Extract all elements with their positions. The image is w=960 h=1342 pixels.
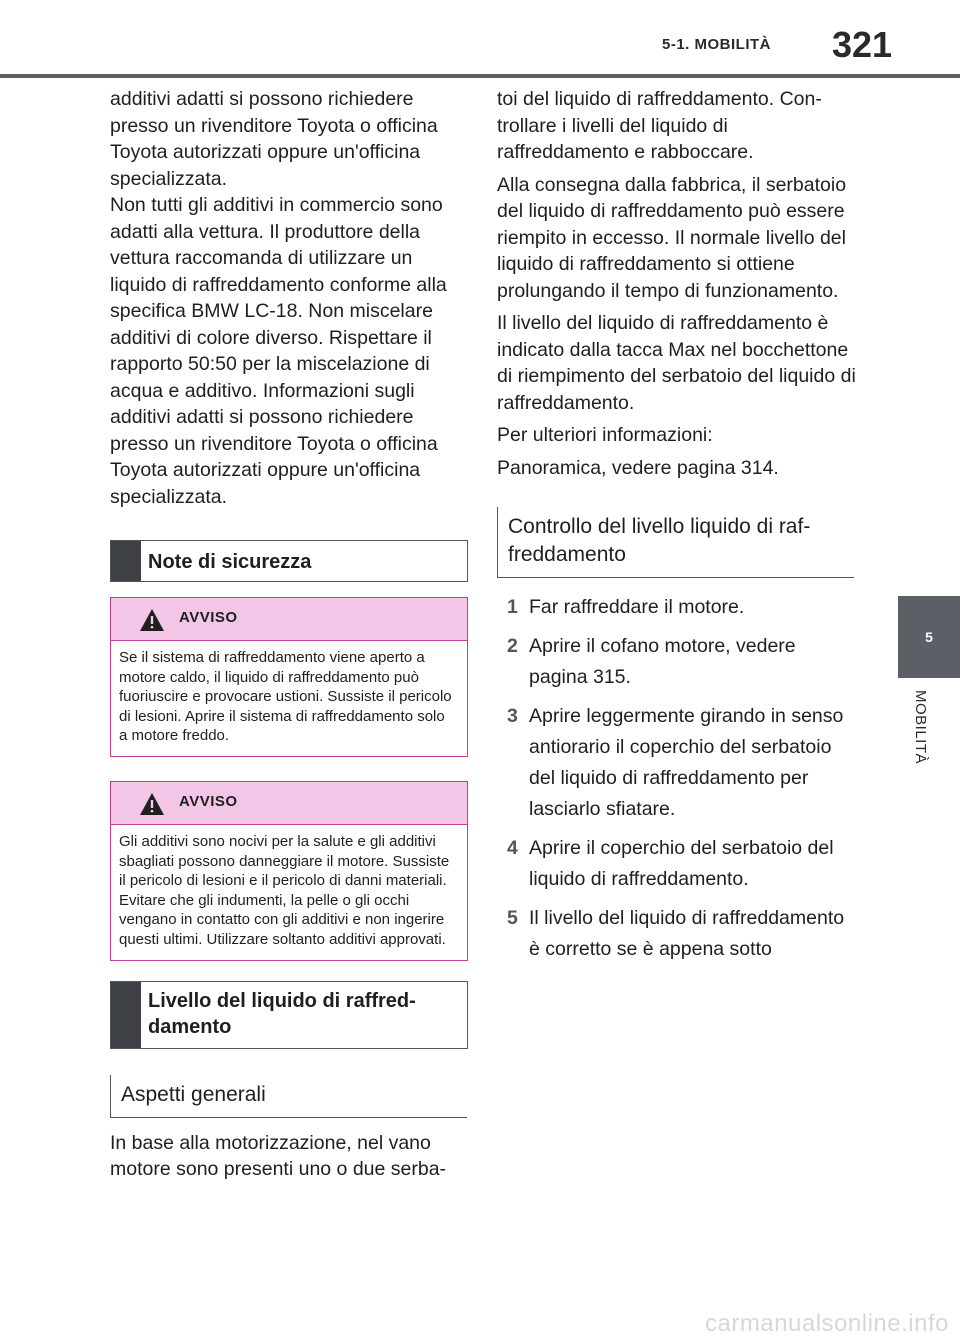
step-text: Il livello del liquido di raffreddamento è corretto se è appena sotto: [529, 907, 845, 960]
watermark: carmanualsonline.info: [705, 1310, 949, 1337]
step-number: 3: [507, 705, 518, 727]
step-item: [497, 903, 857, 965]
section-bar: [111, 982, 141, 1048]
more-info-paragraph: Per ulteriori informazioni:: [497, 424, 713, 446]
step-item: [497, 592, 857, 623]
warning-triangle-icon: [139, 608, 165, 632]
step-item: [497, 631, 857, 693]
reservoir-paragraph: toi del liquido di raffreddamento. Controllare i livelli del liquido di raffreddamento e rabboccare.: [497, 88, 822, 163]
factory-fill-paragraph: Alla consegna dalla fabbrica, il serbatoio del liquido di raffreddamento può essere riempito in eccesso. Il normale livello del liquido di raffreddamento si ottiene prolungando il tempo di funzionamento.: [497, 173, 847, 302]
step-text: Aprire il coperchio del serbatoio del liquido di raffreddamento.: [529, 837, 834, 890]
right-column: [497, 86, 857, 973]
overview-reference: Panoramica, vedere pagina 314.: [497, 456, 779, 479]
step-text: Far raffreddare il motore.: [529, 596, 745, 618]
warning-triangle-icon: [139, 792, 165, 816]
step-number: 2: [507, 635, 518, 657]
warning-box: [110, 597, 468, 757]
safety-section-header: [110, 540, 468, 582]
chapter-label: MOBILITÀ: [912, 690, 929, 765]
section-bar: [111, 541, 141, 581]
left-column: [110, 86, 470, 1183]
intro-paragraph: additivi adatti si possono richiedere presso un rivenditore Toyota o officina Toyota autorizzati oppure un'officina specializzata.: [110, 88, 438, 190]
section-title: 5-1. MOBILITÀ: [662, 36, 772, 53]
chapter-tab: 5: [898, 596, 960, 678]
page-number: 321: [832, 24, 893, 65]
additives-paragraph: Non tutti gli additivi in commercio sono adatti alla vettura. Il produttore della vettura raccomanda di utilizzare un liquido di raffreddamento conforme alla specifica BMW LC-18. Non miscelare additivi di colore diverso. Rispettare il rapporto 50:50 per la miscelazione di acqua e additivo. Informazioni sugli additivi adatti si possono richiedere presso un rivenditore Toyota o officina Toyota autorizzati oppure un'officina specializzata.: [110, 194, 447, 508]
general-paragraph: In base alla motorizzazione, nel vano motore sono presenti uno o due serba-: [110, 1131, 447, 1181]
check-level-subheading: Controllo del livello liquido di raffreddamento: [497, 507, 854, 578]
step-text: Aprire il cofano motore, vedere pagina 315.: [529, 635, 796, 688]
step-number: 5: [507, 907, 518, 929]
general-subheading: Aspetti generali: [110, 1075, 467, 1118]
coolant-level-section-header: [110, 981, 468, 1049]
page-header: [0, 0, 960, 80]
warning-text: Se il sistema di raffreddamento viene aperto a motore caldo, il liquido di raffreddamento può fuoriuscire e provocare ustioni. Sussiste il pericolo di lesioni. Aprire il sistema di raffreddamento solo a motore freddo.: [119, 649, 452, 745]
warning-header: [111, 782, 467, 825]
step-text: Aprire leggermente girando in senso antiorario il coperchio del serbatoio del liquido di raffreddamento per lasciarlo sfiatare.: [529, 705, 844, 820]
step-item: [497, 701, 857, 825]
warning-text: Gli additivi sono nocivi per la salute e gli additivi sbagliati possono danneggiare il motore. Sussiste il pericolo di lesioni e il pericolo di danni materiali. Evitare che gli indumenti, la pelle o gli occhi vengano in contatto con gli additivi e non ingerire questi ultimi. Utilizzare soltanto additivi approvati.: [119, 832, 450, 948]
step-number: 1: [507, 596, 518, 618]
coolant-level-title: Livello del liquido di raffreddamento: [148, 989, 416, 1038]
safety-title: Note di sicurezza: [148, 551, 312, 573]
warning-title: AVVISO: [179, 792, 238, 810]
step-item: [497, 833, 857, 895]
warning-box: [110, 781, 468, 961]
max-mark-paragraph: Il livello del liquido di raffreddamento è indicato dalla tacca Max nel bocchettone di riempimento del serbatoio del liquido di raffreddamento.: [497, 312, 856, 414]
warning-title: AVVISO: [179, 609, 238, 626]
warning-header: [111, 598, 467, 641]
steps-list: [497, 592, 857, 965]
step-number: 4: [507, 837, 518, 859]
header-divider: [0, 74, 960, 78]
